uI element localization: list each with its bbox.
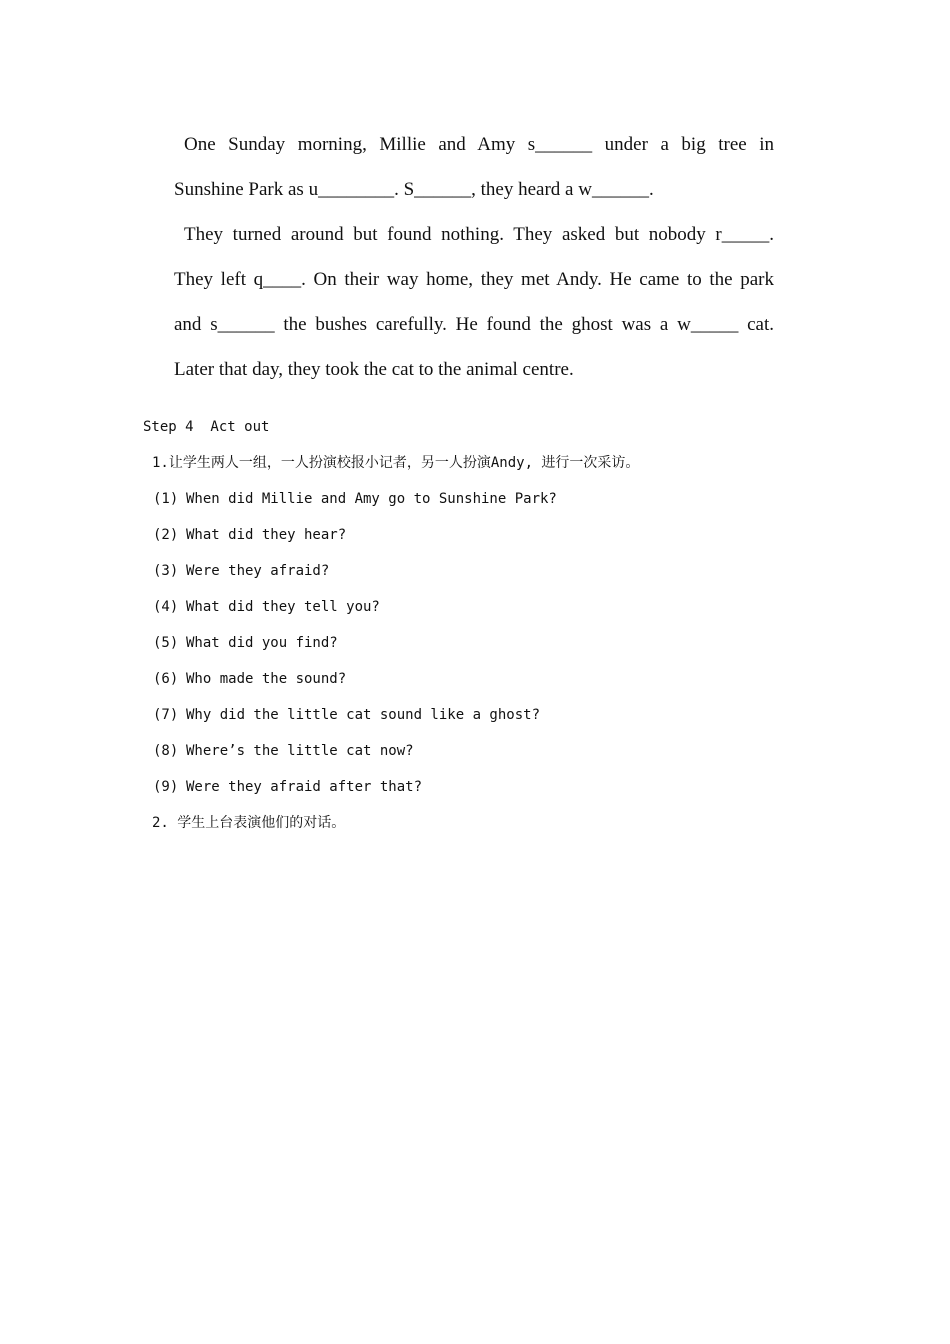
question-number: (3)	[153, 563, 179, 579]
passage-line: They turned around but found nothing. They asked but nobody r_____.	[184, 224, 774, 245]
task-instruction: 2. 学生上台表演他们的对话。	[152, 815, 346, 831]
question-text: What did you find?	[186, 635, 338, 651]
question-text: When did Millie and Amy go to Sunshine Park?	[186, 491, 557, 507]
task-instruction: 1.让学生两人一组，一人扮演校报小记者，另一人扮演Andy, 进行一次采访。	[152, 455, 640, 471]
question-text: Were they afraid after that?	[186, 779, 423, 795]
question-text: Who made the sound?	[186, 671, 347, 687]
question-number: (1)	[153, 491, 179, 507]
question-number: (9)	[153, 779, 179, 795]
question-item	[153, 560, 557, 596]
question-text: Where’s the little cat now?	[186, 743, 414, 759]
passage-line: One Sunday morning, Millie and Amy s______ under a big tree in	[184, 134, 774, 155]
interview-question-list	[153, 488, 557, 812]
question-number: (7)	[153, 707, 179, 723]
question-item	[153, 488, 557, 524]
question-item	[153, 524, 557, 560]
question-item	[153, 704, 557, 740]
question-item	[153, 596, 557, 632]
question-text: Why did the little cat sound like a ghost?	[186, 707, 541, 723]
question-number: (6)	[153, 671, 179, 687]
step-heading: Step 4 Act out	[143, 419, 270, 435]
question-item	[153, 632, 557, 668]
question-number: (2)	[153, 527, 179, 543]
passage-line: Later that day, they took the cat to the animal centre.	[174, 359, 574, 380]
question-text: What did they tell you?	[186, 599, 380, 615]
reading-passage	[174, 122, 774, 392]
question-item	[153, 740, 557, 776]
question-number: (4)	[153, 599, 179, 615]
question-number: (5)	[153, 635, 179, 651]
question-text: Were they afraid?	[186, 563, 330, 579]
question-item	[153, 776, 557, 812]
question-number: (8)	[153, 743, 179, 759]
question-text: What did they hear?	[186, 527, 347, 543]
passage-line: Sunshine Park as u________. S______, they heard a w______.	[174, 179, 654, 200]
passage-line: They left q____. On their way home, they met Andy. He came to the park	[174, 269, 774, 290]
passage-line: and s______ the bushes carefully. He found the ghost was a w_____ cat.	[174, 314, 774, 335]
question-item	[153, 668, 557, 704]
